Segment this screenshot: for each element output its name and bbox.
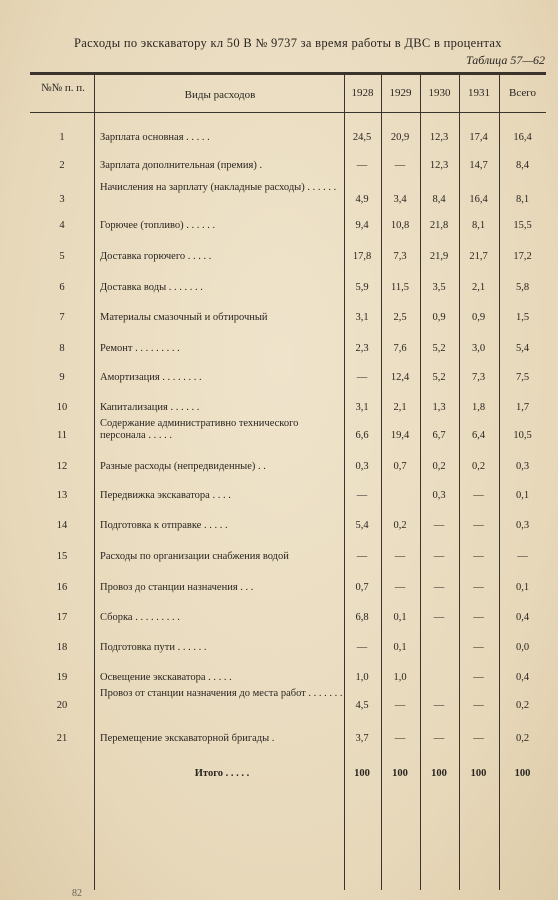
table-row [30,582,546,608]
table-row [30,372,546,398]
value-1929: — [394,733,406,744]
row-expense-name: Зарплата дополнительная (премия) . [100,160,263,171]
page-number: 82 [72,888,82,899]
value-1930: — [433,700,445,711]
header-rule [30,112,546,113]
value-1929: 1,0 [393,672,407,683]
value-1929: — [394,582,406,593]
row-expense-name: Ремонт . . . . . . . . . [100,343,180,354]
value-total: 5,4 [515,343,530,354]
value-1930: 8,4 [432,194,446,205]
value-total: 1,5 [515,312,530,323]
row-expense-name: Подготовка пути . . . . . . [100,642,207,653]
value-1931: 1,8 [471,402,486,413]
row-expense-name: Сборка . . . . . . . . . [100,612,180,623]
value-1928: 5,4 [355,520,369,531]
value-1929: 3,4 [393,194,407,205]
value-total: 0,2 [515,700,530,711]
value-1931: — [473,700,484,711]
value-1930: 12,3 [429,132,449,143]
value-total: 8,4 [515,160,530,171]
table-row [30,520,546,546]
row-number: 12 [56,461,68,472]
value-total: 1,7 [515,402,530,413]
value-1929: 10,8 [390,220,410,231]
row-number: 17 [56,612,68,623]
header-1931: 1931 [468,87,490,99]
value-1930: 21,8 [429,220,449,231]
value-1929: 2,5 [393,312,407,323]
value-total: 0,0 [515,642,530,653]
row-number: 21 [56,733,68,744]
value-1930: — [433,520,445,531]
row-expense-name: Расходы по организации снабжения водой [100,551,289,562]
row-expense-name: Доставка горючего . . . . . [100,251,212,262]
row-expense-name: Подготовка к отправке . . . . . [100,520,228,531]
value-1928: 4,9 [355,194,369,205]
row-number: 18 [56,642,68,653]
header-total: Всего [509,87,536,99]
table-row [30,733,546,759]
value-1931: — [473,551,484,562]
row-expense-name: Провоз до станции назначения . . . [100,582,254,593]
table-title: Расходы по экскаватору кл 50 В № 9737 за время работы в ДВС в процентах [74,36,502,50]
row-expense-name: Начисления на зарплату (накладные расходы) . . . . . . [100,182,337,193]
value-1929: 0,7 [393,461,407,472]
value-1928: 6,6 [355,430,369,441]
row-number: 16 [56,582,68,593]
value-1931: 3,0 [471,343,486,354]
value-total: 0,1 [515,490,530,501]
value-total: 0,3 [515,520,530,531]
row-number: 6 [59,282,65,293]
value-1928: 5,9 [355,282,369,293]
value-1931: 16,4 [469,194,488,205]
header-name: Виды расходов [184,89,256,101]
row-number: 14 [56,520,68,531]
row-expense-name: Горючее (топливо) . . . . . . [100,220,216,231]
value-1931: 0,2 [471,461,486,472]
value-total: 5,8 [515,282,530,293]
value-1931: 8,1 [471,220,486,231]
table-row [30,551,546,577]
value-1931: 2,1 [471,282,486,293]
value-1931: — [473,672,484,683]
row-number: 4 [59,220,65,231]
value-1931: 14,7 [469,160,488,171]
total-1929: 100 [392,768,408,779]
row-expense-name: Перемещение экскаваторной бригады . [100,733,275,744]
row-number: 19 [56,672,68,683]
table-number: Таблица 57—62 [465,53,545,67]
value-1928: — [356,160,368,171]
value-1931: 0,9 [471,312,486,323]
table-row [30,312,546,338]
value-1930: — [433,551,445,562]
header-1930: 1930 [428,87,451,99]
table-row [30,132,546,158]
value-1931: — [473,520,484,531]
row-number: 9 [59,372,65,383]
value-total: 10,5 [513,430,532,441]
value-total: 0,3 [515,461,530,472]
table-row [30,612,546,638]
table-row [30,282,546,308]
row-expense-name: Зарплата основная . . . . . [100,132,210,143]
value-1929: — [394,160,406,171]
table-row [30,642,546,668]
value-total: — [517,551,528,562]
row-number: 1 [59,132,65,143]
row-number: 11 [56,430,68,441]
value-1930: 5,2 [432,343,446,354]
row-number: 15 [56,551,68,562]
value-total: 7,5 [515,372,530,383]
value-1931: — [473,733,484,744]
value-1929: 19,4 [390,430,410,441]
value-1930: 0,9 [432,312,446,323]
value-1931: — [473,612,484,623]
table-row [30,461,546,487]
table-row [30,220,546,246]
value-1930: 1,3 [432,402,446,413]
table-row [30,184,546,210]
value-1929: 12,4 [390,372,410,383]
row-number: 7 [59,312,65,323]
value-1929: 11,5 [391,282,409,293]
table-row [30,251,546,277]
row-expense-name: Материалы смазочный и обтирочный [100,312,268,323]
value-1929: 0,1 [393,612,407,623]
value-1928: — [356,372,368,383]
value-1928: 4,5 [355,700,369,711]
value-1928: 17,8 [352,251,372,262]
value-1929: — [394,700,406,711]
value-1928: 9,4 [355,220,369,231]
value-1930: 21,9 [429,251,449,262]
total-row [30,768,546,794]
row-expense-name: Капитализация . . . . . . [100,402,200,413]
value-1931: 17,4 [469,132,488,143]
value-1930: 12,3 [429,160,449,171]
value-1928: — [356,490,368,501]
value-1928: — [356,642,368,653]
total-1930: 100 [431,768,447,779]
value-1928: 3,7 [355,733,369,744]
row-expense-name: Амортизация . . . . . . . . [100,372,202,383]
row-expense-name: Доставка воды . . . . . . . [100,282,203,293]
row-number: 2 [59,160,65,171]
row-expense-name: Освещение экскаватора . . . . . [100,672,232,683]
value-1931: 6,4 [471,430,486,441]
row-number: 20 [56,700,68,711]
value-1928: 0,7 [355,582,369,593]
value-1928: 0,3 [355,461,369,472]
value-1929: 7,3 [393,251,407,262]
value-1929: 7,6 [393,343,407,354]
value-1929: 2,1 [393,402,407,413]
value-1930: — [433,582,445,593]
row-expense-name: Разные расходы (непредвиденные) . . [100,461,266,472]
value-1930: 0,3 [432,490,446,501]
value-1930: 0,2 [432,461,446,472]
value-1930: — [433,612,445,623]
value-1931: 7,3 [471,372,486,383]
value-1928: — [356,551,368,562]
total-all: 100 [514,768,531,779]
table-row [30,343,546,369]
total-label: Итого . . . . . [194,768,250,779]
row-number: 3 [59,194,65,205]
header-1929: 1929 [389,87,412,99]
table-row [30,490,546,516]
value-1929: 20,9 [390,132,410,143]
top-rule [30,72,546,75]
value-total: 16,4 [513,132,532,143]
header-1928: 1928 [351,87,374,99]
row-expense-name: Передвижка экскаватора . . . . [100,490,231,501]
row-number: 5 [59,251,65,262]
value-1929: 0,1 [393,642,407,653]
value-1928: 24,5 [352,132,372,143]
value-1930: — [433,733,445,744]
value-1931: 21,7 [469,251,488,262]
value-1928: 2,3 [355,343,369,354]
value-1928: 1,0 [355,672,369,683]
value-1931: — [473,490,484,501]
total-1931: 100 [470,768,487,779]
value-1930: 5,2 [432,372,446,383]
value-1930: 6,7 [432,430,446,441]
value-total: 0,1 [515,582,530,593]
value-1929: 0,2 [393,520,407,531]
row-expense-name: Провоз от станции назначения до места работ . . . . . . . [100,688,343,699]
value-1929: — [394,551,406,562]
value-1928: 3,1 [355,402,369,413]
value-total: 0,4 [515,612,530,623]
value-1930: 3,5 [432,282,446,293]
row-number: 8 [59,343,65,354]
value-total: 15,5 [513,220,532,231]
value-1928: 6,8 [355,612,369,623]
header-num: №№ п. п. [41,82,85,94]
row-number: 13 [56,490,68,501]
value-total: 0,4 [515,672,530,683]
row-expense-name: Содержание административно технического персонала . . . . . [100,418,299,441]
value-total: 8,1 [515,194,530,205]
value-total: 0,2 [515,733,530,744]
table-row [30,690,546,716]
table-row [30,420,546,446]
row-number: 10 [56,402,68,413]
value-1928: 3,1 [355,312,369,323]
value-1931: — [473,642,484,653]
total-1928: 100 [354,768,370,779]
value-total: 17,2 [513,251,532,262]
value-1931: — [473,582,484,593]
